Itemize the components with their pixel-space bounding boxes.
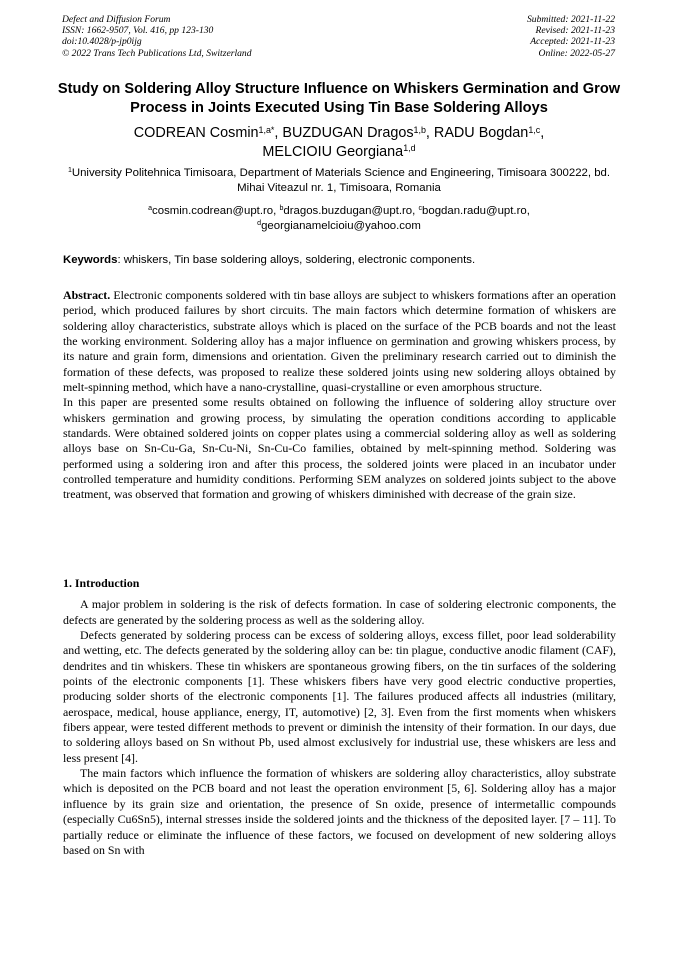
email-list: $^a$cosmin.codrean@upt.ro, $^b$dragos.buzdugan@upt.ro, $^c$bogdan.radu@upt.ro, $^d$georgianamelcioiu@yahoo.com (148, 205, 530, 232)
author-name: RADU Bogdan (433, 125, 529, 141)
author-name: CODREAN Cosmin (133, 125, 259, 141)
journal-doi: doi:10.4028/p-jp0ijg (62, 36, 142, 48)
body-paragraph: Defects generated by soldering process can be excess of soldering alloys, excess fillet, poor lead solderability and wetting, etc. The defects generated by the soldering alloy can be: tin plague, conductive anodic filament (CAF), dendrites and tin whiskers. These tin whiskers are spontaneous growing fibers, on the tin surfaces of the soldering points of the electronic components [1]. These whiskers fibers have very good electric conductive properties, producing solder shorts of the electronic components [1]. The failures produced affects all industries (military, aerospace, medical, house appliance, energy, IT, automotive) [2, 3]. Even from the first moments when whiskers fibers appear, were tested different methods to prevent or diminish the intensity of their formation. In our days, due to soldering alloys based on Sn without Pb, used almost exclusively for industrial use, these whiskers are less and less present [4]. (63, 628, 616, 765)
journal-name: Defect and Diffusion Forum (62, 14, 171, 25)
author-superscript: 1,c (528, 124, 541, 135)
keywords (63, 253, 616, 268)
date-accepted: Accepted: 2021-11-23 (530, 36, 615, 48)
email-address[interactable]: bogdan.radu@upt.ro (422, 205, 527, 217)
date-submitted: Submitted: 2021-11-22 (526, 14, 615, 25)
keywords-label: Keywords (63, 254, 118, 266)
publication-dates (527, 14, 615, 59)
journal-info (62, 14, 252, 59)
email-address[interactable]: cosmin.codrean@upt.ro (152, 205, 274, 217)
author-name: BUZDUGAN Dragos (282, 125, 414, 141)
body-paragraph: A major problem in soldering is the risk of defects formation. In case of soldering electronic components, the defects are generated by the soldering process as well as the soldering alloy. (63, 597, 616, 627)
date-revised: Revised: 2021-11-23 (535, 25, 615, 37)
abstract-label: Abstract. (63, 288, 111, 302)
journal-copyright: © 2022 Trans Tech Publications Ltd, Switzerland (62, 47, 252, 59)
author-name: MELCIOIU Georgiana (262, 143, 404, 160)
abstract-paragraph: In this paper are presented some results obtained on following the influence of soldering alloy structure over whiskers germination and growing process, by simulating the operation conditions according to applicable standards. Were obtained soldered joints on copper plates using a commercial soldering alloy as well as soldering alloys base on Sn-Cu-Ga, Sn-Cu-Ni, Sn-Cu-Co families, obtained by melt-spinning method. Soldering was performed using a soldering iron and after this process, the soldered joints were placed in an incubator under controlled temperature and humidity conditions. Performing SEM analyzes on soldered joints subject to the above treatment, was observed that formation and growing of whiskers diminished with decrease of the grain size. (63, 395, 616, 502)
date-online: Online: 2022-05-27 (538, 47, 615, 59)
abstract (63, 288, 616, 503)
section-introduction (63, 576, 616, 858)
author-superscript: 1,a* (258, 124, 275, 135)
email-address[interactable]: dragos.buzdugan@upt.ro (283, 205, 413, 217)
author-superscript: 1,b (413, 124, 426, 135)
body-paragraph: The main factors which influence the formation of whiskers are soldering alloy characteristics, alloy substrate which is deposited on the PCB board and not least the operation environment [5, 6]. Soldering alloy has a major influence by its grain size and orientation, the presence of Sn oxide, presence of intermetallic compounds (especially Cu6Sn5), internal stresses inside the soldered joints and the thickness of the deposited layer. [7 – 11]. To partially reduce or eliminate the influence of these factors, we focused on development of new soldering alloys based on Sn with (63, 766, 616, 857)
section-heading: 1. Introduction (63, 576, 140, 590)
keywords-text: : whiskers, Tin base soldering alloys, soldering, electronic components. (117, 254, 476, 266)
author-superscript: 1,d (403, 143, 416, 154)
email-address[interactable]: georgianamelcioiu@yahoo.com (261, 220, 421, 232)
journal-issn: ISSN: 1662-9507, Vol. 416, pp 123-130 (62, 25, 214, 37)
author-list: CODREAN Cosmin$^{1,a*}$, BUZDUGAN Dragos$^{1,b}$, RADU Bogdan$^{1,c}$, MELCIOIU Georgiana$^{1,d}$ (133, 124, 545, 160)
affiliation-superscript: 1 (67, 167, 72, 175)
paper-title: Study on Soldering Alloy Structure Influence on Whiskers Germination and Grow Process in Joints Executed Using Tin Base Soldering Alloys (57, 81, 621, 116)
abstract-paragraph: Abstract. Electronic components soldered with tin base alloys are subject to whiskers formations after an operation period, which produced failures by short circuits. The main factors which determine formation of whiskers are soldering alloy characteristics, substrate alloys which is placed on the surface of the PCB boards and not the least the working environment. Soldering alloy has a major influence on germination and growing whiskers process, by its nature and grain form, dimensions and orientation. Given the preliminary research carried out to diminish the formation of these defects, was proposed to realize these soldered joints using new soldering alloys obtained by melt-spinning method, which have a nano-crystalline, quasi-crystalline or even amorphous structure. (63, 288, 616, 395)
affiliation-text: University Politehnica Timisoara, Department of Materials Science and Engineering, Timisoara 300222, bd. Mihai Viteazul nr. 1, Timisoara, Romania (71, 167, 611, 194)
affiliation (60, 166, 618, 196)
